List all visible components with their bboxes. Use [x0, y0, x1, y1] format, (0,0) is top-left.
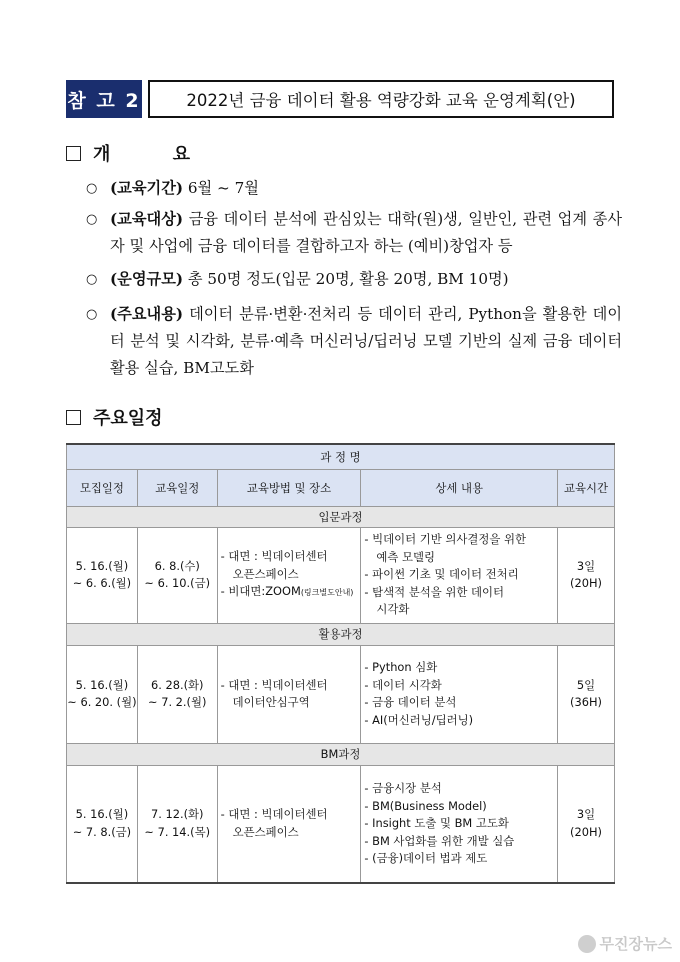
- details: - 금융시장 분석 - BM(Business Model) - Insight 도출 및 BM 고도화 - BM 사업화를 위한 개발 실습 - (금융)데이터 법과 제도: [361, 765, 558, 883]
- hours: 3일 (20H): [558, 527, 615, 623]
- document-header: [66, 80, 614, 118]
- overview-item-target: ○ (교육대상) 금융 데이터 분석에 관심있는 대학(원)생, 일반인, 관련 업계 종사자 및 사업에 금융 데이터를 결합하고자 하는 (예비)창업자 등: [86, 206, 622, 260]
- column-header: 상세 내용: [361, 469, 558, 506]
- table-row: [67, 527, 615, 623]
- column-header: 교육일정: [137, 469, 217, 506]
- circle-bullet-icon: ○: [86, 272, 98, 287]
- square-bullet-icon: [66, 410, 81, 425]
- edu-period: 7. 12.(화) ~ 7. 14.(목): [137, 765, 217, 883]
- reference-tag: 참 고 2: [66, 80, 142, 118]
- recruit-period: 5. 16.(월) ~ 7. 8.(금): [67, 765, 138, 883]
- column-header: 모집일정: [67, 469, 138, 506]
- edu-period: 6. 28.(화) ~ 7. 2.(월): [137, 645, 217, 743]
- overview-heading: 개 요: [66, 140, 218, 166]
- group-name: BM과정: [67, 743, 615, 765]
- overview-item-scale: ○ (운영규모) 총 50명 정도(입문 20명, 활용 20명, BM 10명): [86, 266, 622, 293]
- schedule-table: [66, 443, 615, 884]
- column-header: 교육방법 및 장소: [217, 469, 361, 506]
- details: - 빅데이터 기반 의사결정을 위한 예측 모델링 - 파이썬 기초 및 데이터 전처리 - 탐색적 분석을 위한 데이터 시각화: [361, 527, 558, 623]
- group-row-bm: [67, 743, 615, 765]
- square-bullet-icon: [66, 146, 81, 161]
- watermark-logo-icon: [578, 935, 596, 953]
- course-name-header: 과 정 명: [67, 444, 615, 469]
- hours: 5일 (36H): [558, 645, 615, 743]
- overview-item-content: ○ (주요내용) 데이터 분류·변환·전처리 등 데이터 관리, Python을 활용한 데이터 분석 및 시각화, 분류·예측 머신러닝/딥러닝 모델 기반의 실제 금융 데이터 활용 실습, BM고도화: [86, 301, 622, 382]
- group-row-applied: [67, 623, 615, 645]
- watermark: 무진장뉴스: [578, 933, 672, 954]
- details: - Python 심화 - 데이터 시각화 - 금융 데이터 분석 - AI(머신러닝/딥러닝): [361, 645, 558, 743]
- column-header: 교육시간: [558, 469, 615, 506]
- document-title: 2022년 금융 데이터 활용 역량강화 교육 운영계획(안): [148, 80, 614, 118]
- group-row-intro: [67, 506, 615, 527]
- method-place: - 대면 : 빅데이터센터 데이터안심구역: [217, 645, 361, 743]
- hours: 3일 (20H): [558, 765, 615, 883]
- recruit-period: 5. 16.(월) ~ 6. 20. (월): [67, 645, 138, 743]
- edu-period: 6. 8.(수) ~ 6. 10.(금): [137, 527, 217, 623]
- circle-bullet-icon: ○: [86, 307, 98, 322]
- group-name: 활용과정: [67, 623, 615, 645]
- table-header-row: [67, 469, 615, 506]
- overview-item-period: ○ (교육기간) 6월 ~ 7월: [86, 175, 622, 202]
- schedule-heading: 주요일정: [66, 404, 163, 430]
- table-row: [67, 645, 615, 743]
- table-row: [67, 765, 615, 883]
- recruit-period: 5. 16.(월) ~ 6. 6.(월): [67, 527, 138, 623]
- method-place: - 대면 : 빅데이터센터 오픈스페이스: [217, 765, 361, 883]
- method-place: - 대면 : 빅데이터센터 오픈스페이스 - 비대면:ZOOM(링크별도안내): [217, 527, 361, 623]
- group-name: 입문과정: [67, 506, 615, 527]
- table-top-header-row: [67, 444, 615, 469]
- circle-bullet-icon: ○: [86, 181, 98, 196]
- circle-bullet-icon: ○: [86, 212, 98, 227]
